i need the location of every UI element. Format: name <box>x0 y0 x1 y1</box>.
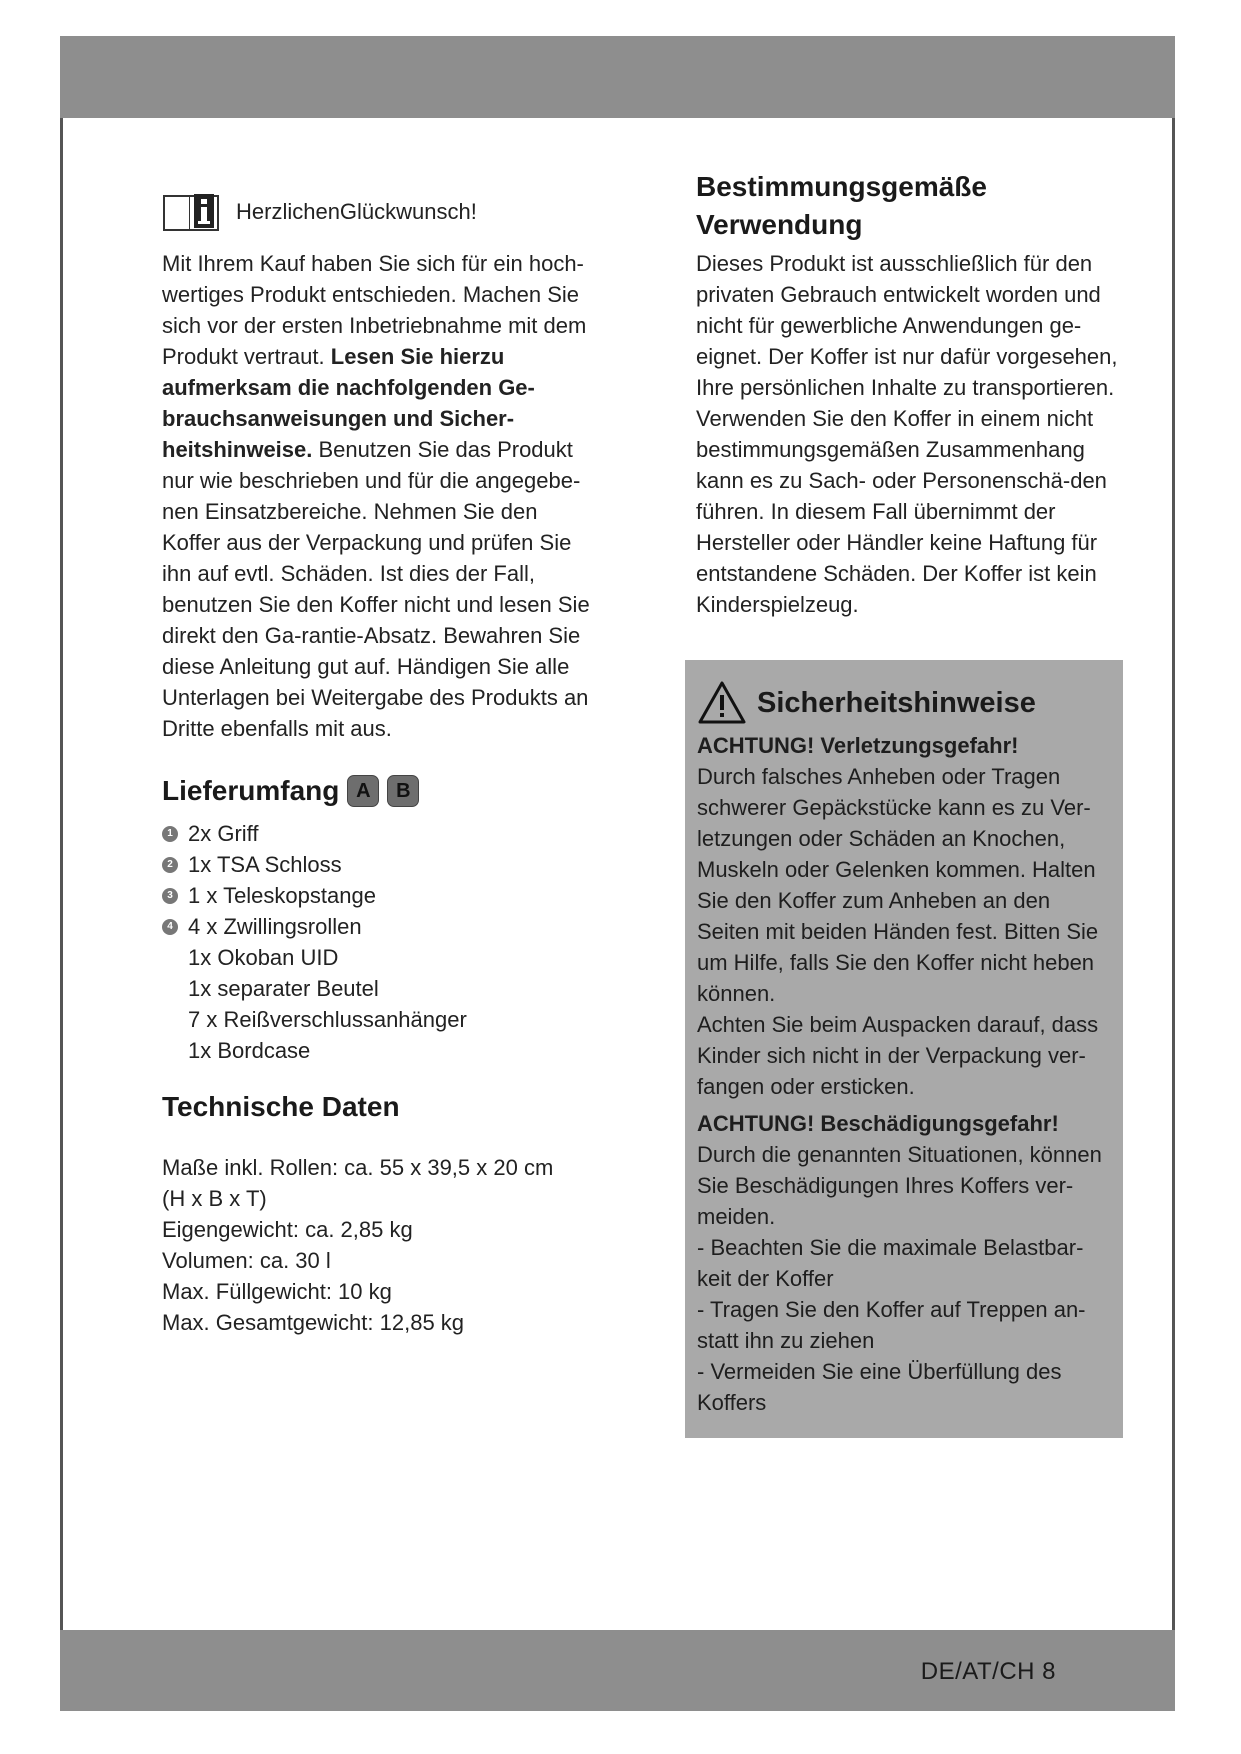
list-item-text: 4 x Zwillingsrollen <box>188 914 362 939</box>
list-item <box>162 818 622 849</box>
bestimmung-text: Dieses Produkt ist ausschließlich für den privaten Gebrauch entwickelt worden und nicht für gewerbliche Anwendungen ge-eignet. Der Koffer ist nur dafür vorgesehen, Ihre persönlichen Inhalte zu transportieren. Verwenden Sie den Koffer in einem nicht bestimmungsgemäßen Zusammenhang kann es zu Sach- oder Personenschä-den führen. In diesem Fall übernimmt der Hersteller oder Händler keine Haftung für entstandene Schäden. Der Koffer ist kein Kinderspielzeug. <box>696 251 1118 617</box>
warning2-text: Durch die genannten Situationen, können Sie Beschädigungen Ihres Koffers ver-meiden. <box>697 1142 1102 1229</box>
number-marker-2: 2 <box>162 857 178 873</box>
list-item <box>162 849 622 880</box>
lieferumfang-list <box>162 818 622 1066</box>
intro-paragraph <box>162 248 592 744</box>
technische-daten-title: Technische Daten <box>162 1091 400 1122</box>
header-bar <box>60 36 1175 118</box>
tech-line: (H x B x T) <box>162 1186 267 1211</box>
tech-line: Max. Gesamtgewicht: 12,85 kg <box>162 1310 465 1335</box>
list-item: 1x Okoban UID <box>188 945 339 970</box>
warning-bullet: - Tragen Sie den Koffer auf Treppen an-statt ihn zu ziehen <box>697 1297 1086 1353</box>
number-marker-1: 1 <box>162 826 178 842</box>
tech-line: Max. Füllgewicht: 10 kg <box>162 1279 392 1304</box>
warning-triangle-icon <box>697 680 747 726</box>
list-item-text: 1 x Teleskopstange <box>188 883 376 908</box>
bestimmung-title-line2: Verwendung <box>696 209 863 240</box>
list-item: 1x Bordcase <box>188 1038 311 1063</box>
technische-daten-list <box>162 1152 622 1338</box>
intro-paragraph-end: Benutzen Sie das Produkt nur wie beschrieben und für die angegebe-nen Einsatzbereiche. Nehmen Sie den Koffer aus der Verpackung und prüfen Sie ihn auf evtl. Schäden. Ist dies der Fall, benutzen Sie den Koffer nicht und lesen Sie direkt den Ga-rantie-Absatz. Bewahren Sie diese Anleitung gut auf. Händigen Sie alle Unterlagen bei Weitergabe des Produkts an Dritte ebenfalls mit aus. <box>162 437 590 741</box>
warning-bullet: - Beachten Sie die maximale Belastbar-keit der Koffer <box>697 1235 1084 1291</box>
warning1-title: ACHTUNG! Verletzungsgefahr! <box>697 733 1019 758</box>
info-book-icon <box>162 190 220 234</box>
warning1-text2: Achten Sie beim Auspacken darauf, dass Kinder sich nicht in der Verpackung ver-fangen oder ersticken. <box>697 1012 1099 1099</box>
sicherheitshinweise-heading <box>697 680 1111 726</box>
warning1-text: Durch falsches Anheben oder Tragen schwerer Gepäckstücke kann es zu Ver-letzungen oder Schäden an Knochen, Muskeln oder Gelenken kommen. Halten Sie den Koffer zum Anheben an den Seiten mit beiden Händen fest. Bitten Sie um Hilfe, falls Sie den Koffer nicht heben können. <box>697 764 1099 1006</box>
list-item <box>162 880 622 911</box>
warning-bullet: - Vermeiden Sie eine Überfüllung des Koffers <box>697 1359 1062 1415</box>
list-item-text: 1x TSA Schloss <box>188 852 342 877</box>
list-item-text: 2x Griff <box>188 821 259 846</box>
right-column <box>696 168 1126 620</box>
intro-paragraph-bold: Lesen Sie hierzu aufmerksam die nachfolgenden Ge-brauchsanweisungen und Sicher-heitshinweise. <box>162 344 535 462</box>
badge-b: B <box>387 775 419 807</box>
badge-a: A <box>347 775 379 807</box>
tech-line: Maße inkl. Rollen: ca. 55 x 39,5 x 20 cm <box>162 1155 554 1180</box>
page-number: DE/AT/CH 8 <box>920 1658 1056 1685</box>
intro-header <box>162 190 622 234</box>
number-marker-3: 3 <box>162 888 178 904</box>
list-item: 7 x Reißverschlussanhänger <box>188 1007 467 1032</box>
intro-heading: HerzlichenGlückwunsch! <box>236 199 477 224</box>
intro-paragraph-start: Mit Ihrem Kauf haben Sie sich für ein hoch-wertiges Produkt entschieden. Machen Sie sich vor der ersten Inbetriebnahme mit dem Produkt vertraut. <box>162 251 587 369</box>
tech-line: Volumen: ca. 30 l <box>162 1248 331 1273</box>
bestimmung-title-line1: Bestimmungsgemäße <box>696 171 987 202</box>
list-item <box>162 911 622 942</box>
lieferumfang-title: Lieferumfang <box>162 775 340 806</box>
warning2-title: ACHTUNG! Beschädigungsgefahr! <box>697 1111 1059 1136</box>
left-column <box>162 190 622 1338</box>
tech-line: Eigengewicht: ca. 2,85 kg <box>162 1217 413 1242</box>
sicherheitshinweise-title: Sicherheitshinweise <box>757 687 1036 719</box>
list-item: 1x separater Beutel <box>188 976 379 1001</box>
number-marker-4: 4 <box>162 919 178 935</box>
sicherheitshinweise-box <box>685 660 1123 1438</box>
lieferumfang-heading <box>162 772 622 810</box>
